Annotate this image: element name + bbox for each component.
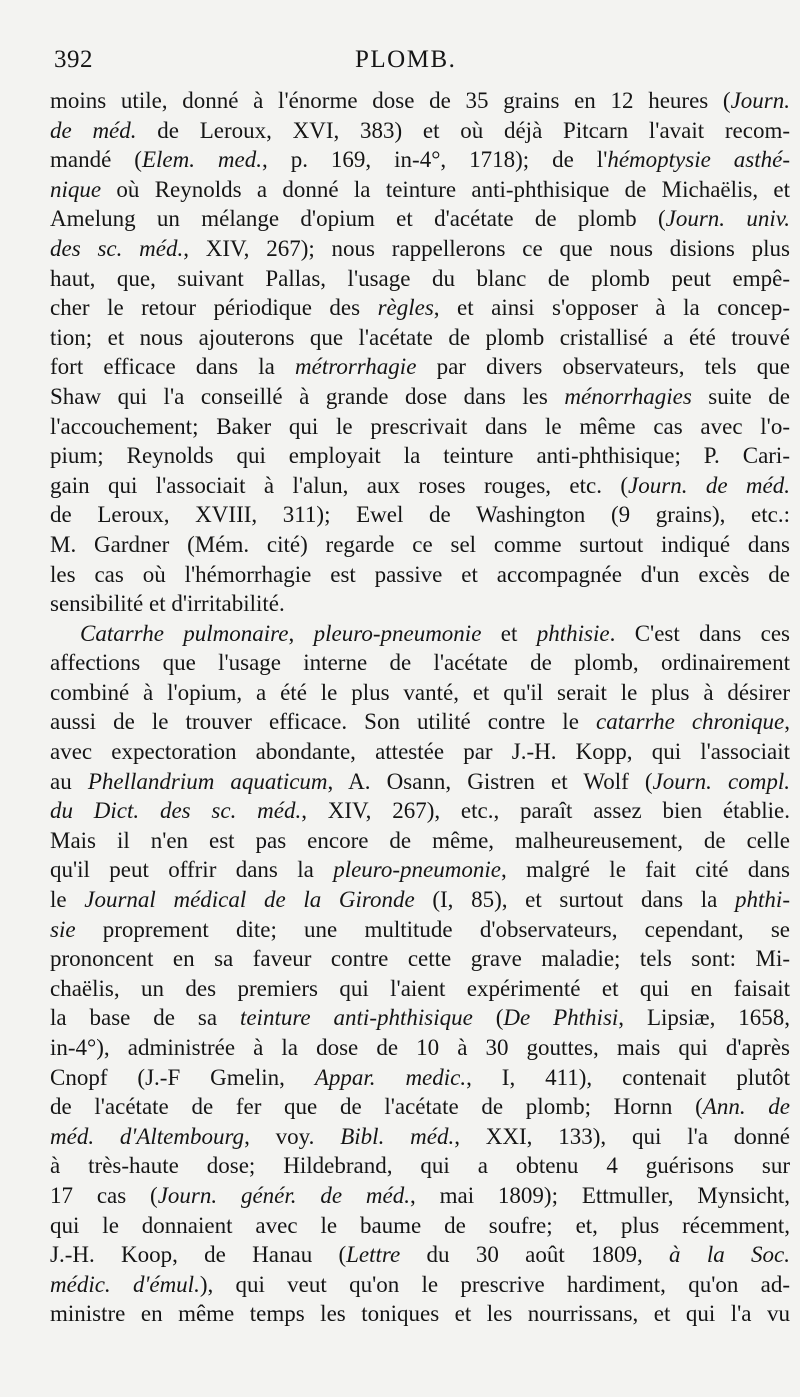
text-line [50, 944, 790, 974]
text-line [50, 1063, 790, 1093]
text-run: affections que l'usage interne de l'acétate de plomb, ordinairement [50, 650, 790, 676]
text-line [50, 1270, 790, 1300]
text-line [50, 204, 790, 234]
text-run: , [288, 620, 314, 646]
text-line [50, 737, 790, 767]
text-line [50, 530, 790, 560]
text-run: avec expectoration abondante, attestée par J.-H. Kopp, qui l'associait [50, 739, 790, 765]
text-run: pium; Reynolds qui employait la teinture anti-phthisique; P. Cari- [50, 443, 790, 469]
italic-text: teinture anti-phthisique [239, 1005, 473, 1031]
italic-text: nique [50, 176, 102, 202]
text-run: tion; et nous ajouterons que l'acétate de plomb cristallisé a été trouvé [50, 324, 790, 350]
text-line [50, 589, 790, 619]
text-line [50, 1240, 790, 1270]
text-run: (I, 85), et surtout dans la [414, 887, 736, 913]
text-line [50, 1092, 790, 1122]
text-line [50, 145, 790, 175]
italic-text: pleuro-pneumonie [313, 620, 482, 646]
text-run: fort efficace dans la [50, 354, 296, 380]
italic-text: Bibl. méd. [340, 1123, 455, 1149]
text-run: , I, 411), contenait plutôt [466, 1064, 790, 1090]
text-run: Amelung un mélange d'opium et d'acétate de plomb ( [50, 206, 666, 232]
text-run: qui le donnaient avec le baume de soufre; et, plus récemment, [50, 1212, 790, 1238]
text-run: , [784, 709, 791, 735]
italic-text: Journal médical de la Gironde [84, 887, 415, 913]
text-line [50, 1003, 790, 1033]
page-number: 392 [54, 46, 93, 73]
text-run: prononcent en sa faveur contre cette grave maladie; tels sont: Mi- [50, 946, 790, 972]
text-run: 17 cas ( [50, 1182, 158, 1208]
text-line [50, 1151, 790, 1181]
italic-text: méd. d'Altembourg [50, 1123, 245, 1149]
text-line [50, 352, 790, 382]
italic-text: des sc. méd. [50, 235, 184, 261]
text-line [50, 1033, 790, 1063]
italic-text: Journ. [730, 88, 790, 113]
text-run: J.-H. Koop, de Hanau ( [50, 1242, 347, 1268]
text-line [50, 471, 790, 501]
text-run: de l'acétate de fer que de l'acétate de plomb; Hornn ( [50, 1094, 703, 1120]
text-run: M. Gardner (Mém. cité) regarde ce sel comme surtout indiqué dans [50, 531, 790, 557]
italic-text: Phellandrium aquaticum [87, 768, 328, 794]
text-line [50, 678, 790, 708]
italic-text: Appar. medic. [314, 1064, 467, 1090]
text-run: au [50, 768, 88, 794]
italic-text: Journ. univ. [665, 206, 790, 232]
text-run: , mai 1809); Ettmuller, Mynsicht, [410, 1182, 790, 1208]
text-line [50, 648, 790, 678]
text-run: qu'il peut offrir dans la [50, 857, 334, 883]
text-run: de Leroux, XVI, 383) et où déjà Pitcarn l'avait recom- [136, 117, 791, 143]
text-line [50, 293, 790, 323]
text-line [50, 767, 790, 797]
text-run: ), qui veut qu'on le prescrive hardiment, qu'on ad- [199, 1271, 790, 1297]
italic-text: du Dict. des sc. méd. [50, 798, 302, 824]
text-run: gain qui l'associait à l'alun, aux roses rouges, etc. ( [50, 472, 629, 498]
text-run: où Reynolds a donné la teinture anti-phthisique de Michaëlis, et [101, 176, 790, 202]
text-line [50, 323, 790, 353]
italic-text: Ann. de [702, 1094, 790, 1120]
text-run: ( [472, 1005, 504, 1031]
italic-text: phthisie [536, 620, 610, 646]
text-run: sensibilité et d'irritabilité. [50, 591, 285, 617]
text-run: in-4°), administrée à la dose de 10 à 30 gouttes, mais qui d'après [50, 1035, 790, 1060]
text-line [50, 412, 790, 442]
text-run: ministre en même temps les toniques et les nourrissans, et qui l'a vu [50, 1301, 790, 1327]
text-line [50, 560, 790, 590]
text-line [50, 86, 790, 116]
italic-text: catarrhe chronique [595, 709, 785, 735]
text-run: Mais il n'en est pas encore de même, malheureusement, de celle [50, 827, 790, 853]
text-run: du 30 août 1809, [400, 1242, 670, 1268]
body-text [50, 86, 790, 1329]
text-line [50, 264, 790, 294]
text-run: . C'est dans ces [609, 620, 791, 646]
text-run: suite de [691, 383, 790, 409]
italic-text: règles [377, 295, 434, 321]
text-run: cher le retour périodique des [50, 295, 378, 321]
text-line [50, 619, 790, 649]
text-line [50, 707, 790, 737]
text-line [50, 382, 790, 412]
text-run: aussi de le trouver efficace. Son utilité contre le [50, 709, 596, 735]
text-line [50, 116, 790, 146]
italic-text: Journ. compl. [652, 768, 790, 794]
text-run: à très-haute dose; Hildebrand, qui a obtenu 4 guérisons sur [50, 1153, 790, 1179]
italic-text: phthi- [735, 887, 790, 913]
text-line [50, 974, 790, 1004]
italic-text: à la Soc. [669, 1242, 790, 1268]
running-head: PLOMB. [355, 46, 457, 73]
text-run: Cnopf (J.-F Gmelin, [50, 1064, 315, 1090]
text-run: combiné à l'opium, a été le plus vanté, et qu'il serait le plus à désirer [50, 679, 790, 705]
text-run: , XXI, 133), qui l'a donné [454, 1123, 790, 1149]
text-line [50, 175, 790, 205]
text-line [50, 1122, 790, 1152]
text-run: , malgré le fait cité dans [500, 857, 790, 883]
text-line [50, 1299, 790, 1329]
text-run: proprement dite; une multitude d'observateurs, cependant, se [75, 916, 790, 942]
text-run: Shaw qui l'a conseillé à grande dose dans les [50, 383, 565, 409]
italic-text: de méd. [50, 117, 137, 143]
text-run: et [481, 620, 537, 646]
text-line [50, 915, 790, 945]
italic-text: médic. d'émul. [50, 1271, 200, 1297]
italic-text: Journ. génér. de méd. [157, 1182, 410, 1208]
text-run: , voy. [244, 1123, 341, 1149]
text-run: les cas où l'hémorrhagie est passive et accompagnée d'un excès de [50, 561, 790, 587]
italic-text: Elem. med. [141, 147, 262, 173]
text-line [50, 500, 790, 530]
text-run: la base de sa [50, 1005, 240, 1031]
italic-text: De Phthisi [503, 1005, 619, 1031]
text-line [50, 234, 790, 264]
text-line [50, 1211, 790, 1241]
text-run: , p. 169, in-4°, 1718); de l' [261, 147, 608, 173]
text-line [50, 826, 790, 856]
text-line [50, 855, 790, 885]
italic-text: métrorrhagie [295, 354, 417, 380]
italic-text: sie [50, 916, 76, 942]
text-run: l'accouchement; Baker qui le prescrivait dans le même cas avec l'o- [50, 413, 790, 439]
italic-text: Catarrhe pulmonaire [80, 620, 289, 646]
text-run: , et ainsi s'opposer à la concep- [433, 295, 791, 321]
text-run: , A. Osann, Gistren et Wolf ( [327, 768, 653, 794]
text-line [50, 441, 790, 471]
text-run: chaëlis, un des premiers qui l'aient expérimenté et qui en faisait [50, 975, 790, 1001]
text-run: moins utile, donné à l'énorme dose de 35 grains en 12 heures ( [50, 88, 731, 113]
italic-text: Lettre [346, 1242, 401, 1268]
text-run: par divers observateurs, tels que [416, 354, 790, 380]
page-header [50, 46, 790, 86]
text-line [50, 796, 790, 826]
text-run: , Lipsiæ, 1658, [618, 1005, 790, 1031]
text-run: de Leroux, XVIII, 311); Ewel de Washington (9 grains), etc.: [50, 502, 790, 528]
text-line [50, 885, 790, 915]
text-run: le [50, 887, 85, 913]
italic-text: hémoptysie asthé- [607, 147, 790, 173]
italic-text: ménorrhagies [564, 383, 692, 409]
text-run: mandé ( [50, 147, 142, 173]
text-run: , XIV, 267); nous rappellerons ce que nous disions plus [183, 235, 791, 261]
text-line [50, 1181, 790, 1211]
italic-text: Journ. de méd. [628, 472, 791, 498]
text-run: haut, que, suivant Pallas, l'usage du blanc de plomb peut empê- [50, 265, 790, 291]
italic-text: pleuro-pneumonie [333, 857, 501, 883]
text-run: , XIV, 267), etc., paraît assez bien établie. [301, 798, 790, 824]
